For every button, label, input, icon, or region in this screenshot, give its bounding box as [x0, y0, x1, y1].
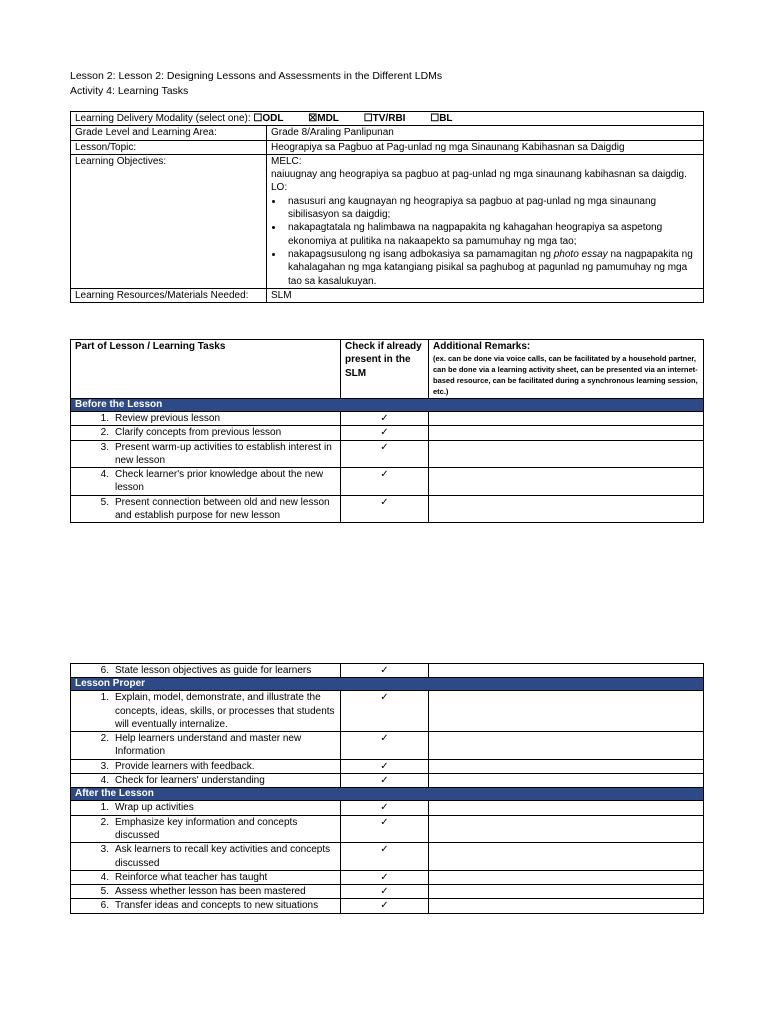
table-row: 6. State lesson objectives as guide for learners ✓: [71, 664, 704, 678]
check-cell[interactable]: ✓: [341, 774, 429, 788]
lo-item: • nakapagtatala ng halimbawa na nagpapakita ng kahagahan heograpiya sa aspetong ekonomiya at pulitika na nakaapekto sa pamumuhay ng mga tao;: [284, 221, 699, 248]
check-cell[interactable]: ✓: [341, 815, 429, 843]
col-header-check: Check if already present in the SLM: [341, 340, 429, 399]
remarks-cell[interactable]: [429, 815, 704, 843]
remarks-cell[interactable]: [429, 759, 704, 773]
section-before-lesson: Before the Lesson: [71, 399, 704, 412]
modality-odl-checkbox[interactable]: ☐ODL: [253, 113, 284, 124]
table-row: 3. Present warm-up activities to establish interest in new lesson ✓: [71, 440, 704, 468]
remarks-cell[interactable]: [429, 899, 704, 913]
remarks-cell[interactable]: [429, 870, 704, 884]
task-text: Present connection between old and new lesson and establish purpose for new lesson: [115, 496, 330, 522]
modality-tvrbi-checkbox[interactable]: ☐TV/RBI: [363, 113, 406, 124]
task-text: Check for learners' understanding: [115, 775, 265, 787]
check-cell[interactable]: ✓: [341, 843, 429, 871]
remarks-cell[interactable]: [429, 801, 704, 815]
check-cell[interactable]: ✓: [341, 870, 429, 884]
col-header-remarks: Additional Remarks: (ex. can be done via voice calls, can be facilitated by a household partner, can be done via a learning activity sheet, can be presented via an internet- based resource, can be facilitated during a synchronous learning session, etc.): [429, 340, 704, 399]
table-row: 2. Help learners understand and master new Information ✓: [71, 732, 704, 760]
check-cell[interactable]: ✓: [341, 759, 429, 773]
remarks-cell[interactable]: [429, 732, 704, 760]
table-row: 4. Check learner's prior knowledge about the new lesson ✓: [71, 468, 704, 496]
check-cell[interactable]: ✓: [341, 468, 429, 496]
resources-label: Learning Resources/Materials Needed:: [71, 288, 267, 302]
task-text: Present warm-up activities to establish interest in new lesson: [115, 441, 332, 466]
learning-objectives-list: [271, 195, 699, 288]
table-row: 2. Emphasize key information and concepts discussed ✓: [71, 815, 704, 843]
remarks-cell[interactable]: [429, 691, 704, 732]
col-header-tasks: Part of Lesson / Learning Tasks: [71, 340, 341, 399]
topic-value: Heograpiya sa Pagbuo at Pag-unlad ng mga Sinaunang Kabihasnan sa Daigdig: [267, 140, 704, 154]
table-row: 6. Transfer ideas and concepts to new situations ✓: [71, 899, 704, 913]
table-row: 2. Clarify concepts from previous lesson ✓: [71, 426, 704, 440]
section-lesson-proper: Lesson Proper: [71, 678, 704, 691]
lesson-info-table: [70, 111, 704, 303]
check-cell[interactable]: ✓: [341, 412, 429, 426]
check-cell[interactable]: ✓: [341, 495, 429, 523]
task-text: Explain, model, demonstrate, and illustrate the concepts, ideas, skills, or processes that students will eventually internalize.: [115, 692, 335, 730]
check-cell[interactable]: ✓: [341, 885, 429, 899]
task-text: Clarify concepts from previous lesson: [115, 427, 282, 439]
task-text: Transfer ideas and concepts to new situations: [115, 900, 319, 912]
table-row: 4. Check for learners' understanding ✓: [71, 774, 704, 788]
task-text: Check learner's prior knowledge about the new lesson: [115, 469, 324, 494]
modality-label: Learning Delivery Modality (select one):: [75, 113, 251, 124]
modality-bl-checkbox[interactable]: ☐BL: [430, 113, 453, 124]
task-text: State lesson objectives as guide for learners: [115, 665, 312, 676]
remarks-cell[interactable]: [429, 885, 704, 899]
objectives-label: Learning Objectives:: [71, 154, 267, 288]
check-cell[interactable]: ✓: [341, 664, 429, 678]
task-text: Emphasize key information and concepts discussed: [115, 816, 298, 841]
topic-row: [71, 140, 704, 154]
remarks-cell[interactable]: [429, 468, 704, 496]
task-text: Assess whether lesson has been mastered: [115, 886, 306, 898]
remarks-cell[interactable]: [429, 774, 704, 788]
table-row: 5. Assess whether lesson has been mastered ✓: [71, 885, 704, 899]
section-after-lesson: After the Lesson: [71, 788, 704, 801]
modality-row: [71, 112, 704, 126]
check-cell[interactable]: ✓: [341, 691, 429, 732]
document-title: Lesson 2: Lesson 2: Designing Lessons and Assessments in the Different LDMs: [70, 70, 443, 82]
task-text: Review previous lesson: [115, 413, 221, 424]
learning-tasks-table-continued: [70, 663, 704, 914]
table-row: 3. Ask learners to recall key activities and concepts discussed ✓: [71, 843, 704, 871]
resources-value: SLM: [267, 288, 704, 302]
remarks-cell[interactable]: [429, 664, 704, 678]
learning-tasks-table: [70, 339, 704, 523]
objectives-content: [267, 154, 704, 288]
table-row: 1. Explain, model, demonstrate, and illustrate the concepts, ideas, skills, or processes that students will eventually internalize. ✓: [71, 691, 704, 732]
check-cell[interactable]: ✓: [341, 440, 429, 468]
remarks-cell[interactable]: [429, 412, 704, 426]
task-text: Provide learners with feedback.: [115, 760, 255, 772]
check-cell[interactable]: ✓: [341, 801, 429, 815]
task-text: Help learners understand and master new Information: [115, 733, 302, 758]
melc-text: naiuugnay ang heograpiya sa pagbuo at pag-unlad ng mga sinaunang kabihasnan sa daigdig.: [271, 169, 687, 181]
task-text: Reinforce what teacher has taught: [115, 871, 268, 883]
remarks-cell[interactable]: [429, 495, 704, 523]
grade-value: Grade 8/Araling Panlipunan: [267, 126, 704, 140]
task-text: Wrap up activities: [115, 802, 194, 814]
remarks-cell[interactable]: [429, 843, 704, 871]
table-row: 1. Review previous lesson ✓: [71, 412, 704, 426]
table-row: 4. Reinforce what teacher has taught ✓: [71, 870, 704, 884]
table-row: 1. Wrap up activities ✓: [71, 801, 704, 815]
topic-label: Lesson/Topic:: [71, 140, 267, 154]
check-cell[interactable]: ✓: [341, 426, 429, 440]
resources-row: [71, 288, 704, 302]
remarks-cell[interactable]: [429, 440, 704, 468]
objectives-row: [71, 154, 704, 288]
melc-label: MELC:: [271, 155, 302, 167]
grade-label: Grade Level and Learning Area:: [71, 126, 267, 140]
modality-mdl-checkbox[interactable]: ☒MDL: [308, 113, 339, 124]
tasks-header-row: [71, 340, 704, 399]
lo-item: • nasusuri ang kaugnayan ng heograpiya sa pagbuo at pag-unlad ng mga sinaunang sibilisasyon sa daigdig;: [284, 195, 699, 222]
table-row: 5. Present connection between old and new lesson and establish purpose for new lesson ✓: [71, 495, 704, 523]
lo-item: • nakapagsusulong ng isang adbokasiya sa pamamagitan ng photo essay na nagpapakita ng kahalagahan ng mga katangiang pisikal sa paghubog at pagunlad ng pamumuhay ng mga tao sa kasalukuyan.: [284, 248, 699, 288]
remarks-note: (ex. can be done via voice calls, can be facilitated by a household partner, can be done via a learning activity sheet, can be presented via an internet- based resource, can be facilitated during a synchronous learning session, etc.): [433, 354, 698, 397]
task-text: Ask learners to recall key activities and concepts discussed: [115, 844, 331, 869]
check-cell[interactable]: ✓: [341, 732, 429, 760]
lo-label: LO:: [271, 182, 288, 194]
check-cell[interactable]: ✓: [341, 899, 429, 913]
activity-title: Activity 4: Learning Tasks: [70, 85, 189, 97]
table-row: 3. Provide learners with feedback. ✓: [71, 759, 704, 773]
remarks-cell[interactable]: [429, 426, 704, 440]
grade-row: [71, 126, 704, 140]
